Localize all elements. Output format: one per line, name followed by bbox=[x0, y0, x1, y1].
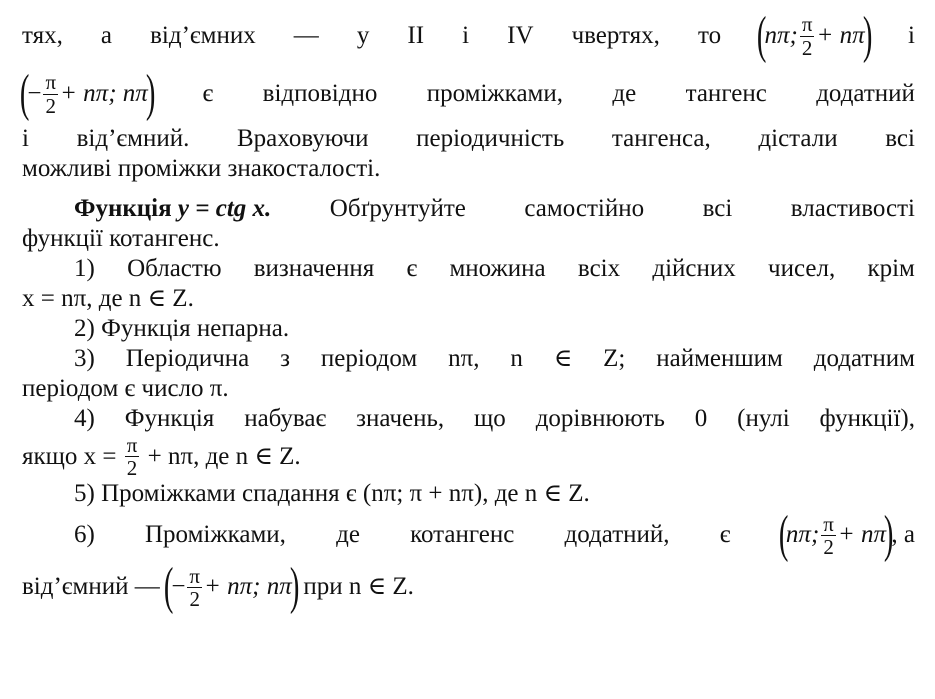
word: набуває bbox=[244, 405, 327, 432]
word: властивості bbox=[790, 195, 915, 222]
fraction bbox=[821, 513, 836, 558]
word: де bbox=[612, 80, 637, 107]
property-item-6 bbox=[22, 506, 915, 564]
word: є bbox=[719, 521, 731, 549]
section-heading bbox=[74, 194, 271, 224]
minus-sign: − bbox=[27, 80, 42, 107]
word: тангенс bbox=[685, 80, 767, 107]
word: чвертях, bbox=[571, 22, 660, 49]
negative-interval-line bbox=[22, 558, 414, 616]
word: IV bbox=[507, 22, 534, 49]
property-item-6-cont bbox=[22, 558, 915, 616]
left-paren: ( bbox=[163, 558, 174, 616]
zeros-formula bbox=[22, 434, 301, 479]
denominator: 2 bbox=[823, 534, 834, 559]
numerator: π bbox=[126, 433, 138, 457]
fraction bbox=[187, 565, 202, 610]
right-paren: ) bbox=[862, 7, 873, 64]
paragraph-line-1 bbox=[22, 7, 915, 64]
word: а bbox=[100, 22, 113, 49]
formula-part: + nπ bbox=[816, 22, 865, 49]
word: самостійно bbox=[524, 195, 645, 222]
word: 0 bbox=[694, 405, 708, 432]
property-item-3 bbox=[22, 344, 915, 374]
formula-tail: , а bbox=[891, 521, 915, 549]
word: дістали bbox=[758, 125, 838, 152]
property-item-4 bbox=[22, 404, 915, 434]
property-item-5: 5) Проміжками спадання є (nπ; π + nπ), де n ∈ Z. bbox=[74, 480, 590, 508]
formula-part: + nπ bbox=[837, 521, 887, 549]
word: II bbox=[407, 22, 425, 49]
right-paren: ) bbox=[145, 65, 156, 122]
word: 1) bbox=[74, 255, 95, 282]
word: всі bbox=[702, 195, 733, 222]
left-paren: ( bbox=[19, 65, 30, 122]
section-heading-line bbox=[22, 194, 915, 224]
word: періодом bbox=[320, 345, 418, 372]
word: з bbox=[280, 345, 291, 372]
word: відповідно bbox=[262, 80, 378, 107]
word: від’ємний. bbox=[76, 125, 190, 152]
word: крім bbox=[867, 255, 915, 282]
numerator: π bbox=[801, 12, 813, 37]
word: додатний, bbox=[564, 521, 670, 549]
word: Функція bbox=[124, 405, 215, 432]
word: Періодична bbox=[125, 345, 250, 372]
paragraph-line-3 bbox=[22, 124, 915, 154]
word: проміжками, bbox=[426, 80, 563, 107]
word: Z; bbox=[603, 345, 626, 372]
word: Враховуючи bbox=[237, 125, 369, 152]
word: є bbox=[406, 255, 418, 282]
word: функції), bbox=[819, 405, 915, 432]
formula-part: + nπ; nπ bbox=[204, 573, 292, 601]
word: всіх bbox=[577, 255, 621, 282]
word: (нулі bbox=[737, 405, 790, 432]
formula-part: nπ; bbox=[785, 521, 820, 549]
numerator: π bbox=[189, 563, 201, 588]
word: 3) bbox=[74, 345, 95, 372]
heading-word: Функція bbox=[74, 195, 172, 222]
paragraph-line-4: можливі проміжки знакосталості. bbox=[22, 155, 381, 182]
word: і bbox=[22, 125, 29, 152]
word: від’ємних bbox=[150, 22, 256, 49]
interval-formula bbox=[19, 65, 156, 122]
word: є bbox=[202, 80, 214, 107]
numerator: π bbox=[45, 70, 57, 95]
word: періодичність bbox=[416, 125, 565, 152]
property-item-3-cont: періодом є число π. bbox=[22, 375, 229, 402]
word: дійсних bbox=[652, 255, 736, 282]
word: 6) bbox=[74, 521, 95, 549]
property-item-1 bbox=[22, 254, 915, 284]
word: тях, bbox=[22, 22, 63, 49]
word: додатним bbox=[813, 345, 915, 372]
denominator: 2 bbox=[801, 35, 813, 60]
right-paren: ) bbox=[883, 506, 894, 564]
word: при n ∈ Z. bbox=[303, 573, 414, 601]
word: всі bbox=[885, 125, 915, 152]
word: де bbox=[336, 521, 360, 549]
word: і bbox=[908, 22, 915, 49]
formula-part: nπ; bbox=[764, 22, 798, 49]
word: від’ємний — bbox=[22, 573, 160, 601]
formula-part: якщо x = bbox=[22, 442, 117, 470]
left-paren: ( bbox=[757, 7, 767, 64]
word: найменшим bbox=[656, 345, 783, 372]
section-line-2: функції котангенс. bbox=[22, 225, 220, 252]
word: ∈ bbox=[553, 345, 573, 372]
interval-formula bbox=[757, 7, 873, 64]
word: дорівнюють bbox=[535, 405, 665, 432]
right-paren: ) bbox=[289, 558, 300, 616]
fraction bbox=[43, 71, 58, 116]
word: Областю bbox=[127, 255, 222, 282]
word: додатний bbox=[816, 80, 915, 107]
word: n bbox=[510, 345, 523, 372]
interval-formula bbox=[778, 506, 915, 564]
property-item-2: 2) Функція непарна. bbox=[74, 315, 290, 342]
numerator: π bbox=[823, 511, 834, 536]
denominator: 2 bbox=[189, 586, 200, 611]
word: і bbox=[462, 22, 470, 49]
word: котангенс bbox=[410, 521, 515, 549]
paragraph-line-2 bbox=[19, 65, 915, 122]
word: визначення bbox=[253, 255, 375, 282]
word: 4) bbox=[74, 405, 95, 432]
denominator: 2 bbox=[126, 456, 138, 481]
word: множина bbox=[449, 255, 546, 282]
word: nπ, bbox=[448, 345, 480, 372]
word: що bbox=[474, 405, 506, 432]
property-item-4-cont bbox=[22, 434, 915, 479]
heading-formula: y = ctg x. bbox=[177, 195, 272, 222]
word: значень, bbox=[356, 405, 445, 432]
formula-part: + nπ; nπ bbox=[60, 80, 148, 107]
word: у bbox=[356, 22, 370, 49]
denominator: 2 bbox=[45, 93, 56, 118]
property-item-1-cont: x = nπ, де n ∈ Z. bbox=[22, 285, 194, 312]
word: Обґрунтуйте bbox=[329, 195, 466, 222]
word: Проміжками, bbox=[145, 521, 286, 549]
fraction bbox=[800, 13, 815, 58]
word: чисел, bbox=[768, 255, 836, 282]
word: — bbox=[293, 22, 319, 49]
minus-sign: − bbox=[171, 573, 186, 601]
fraction bbox=[125, 434, 140, 479]
formula-part: + nπ, де n ∈ Z. bbox=[147, 442, 301, 470]
left-paren: ( bbox=[778, 506, 789, 564]
word: тангенса, bbox=[611, 125, 711, 152]
word: то bbox=[697, 22, 722, 49]
